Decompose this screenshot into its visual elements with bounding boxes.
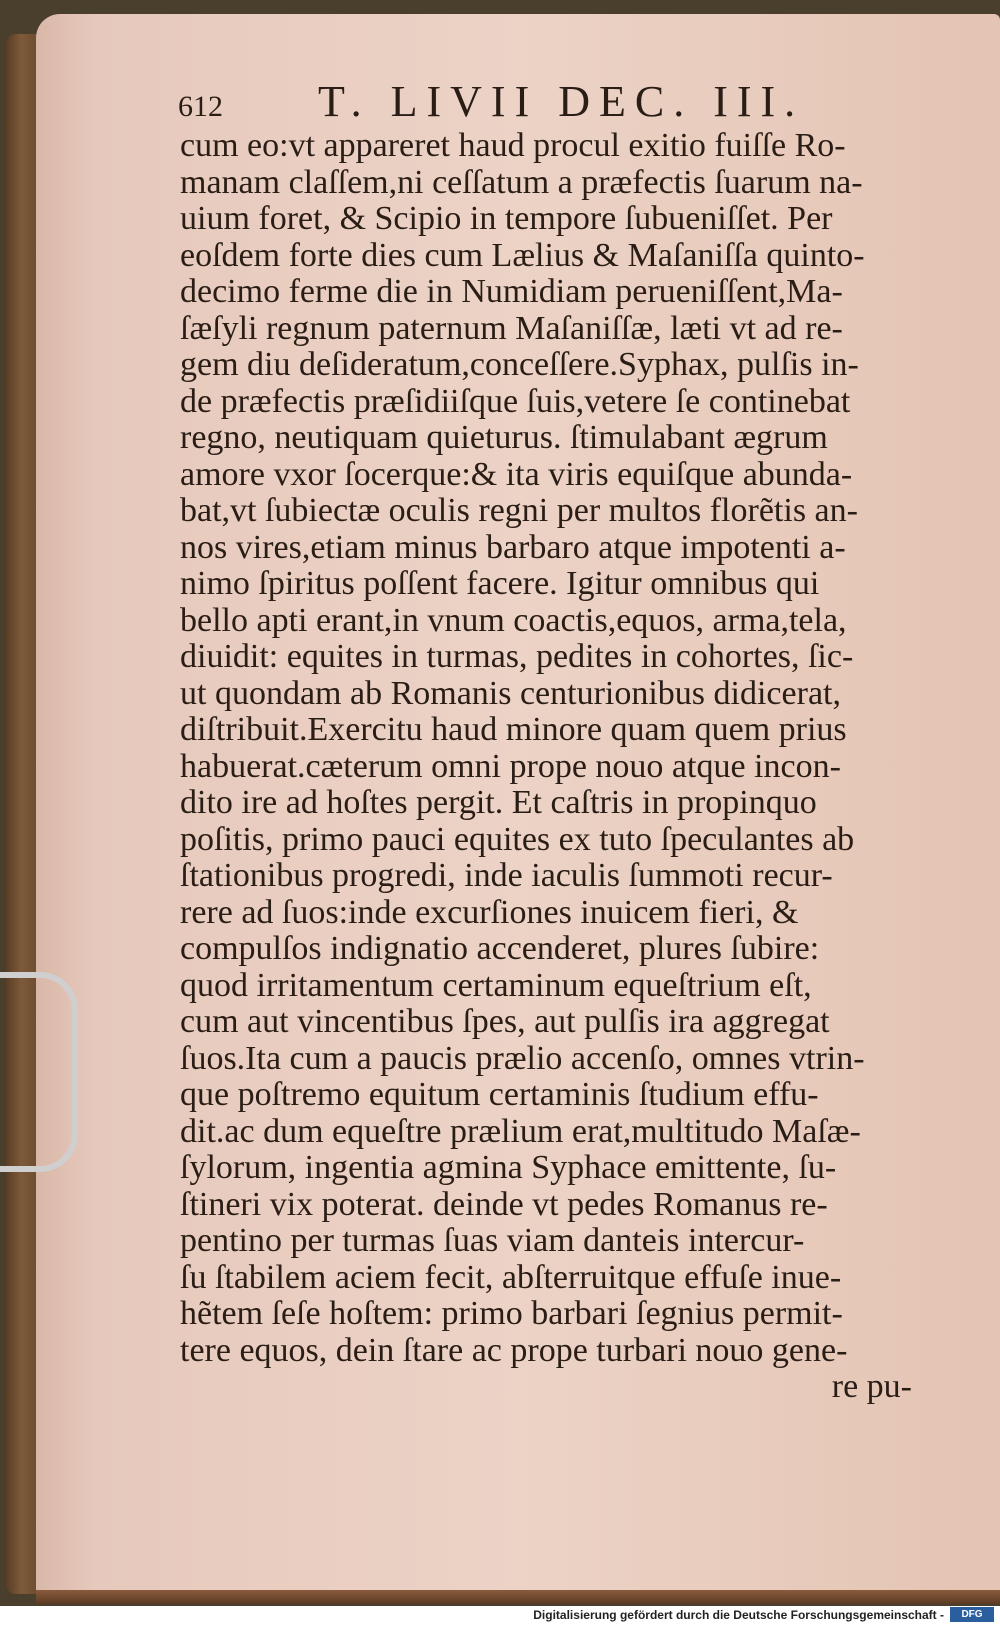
footer-credit: Digitalisierung gefördert durch die Deutsche Forschungsgemeinschaft - bbox=[533, 1608, 944, 1622]
text-line: ſtationibus progredi, inde iaculis ſummoti recur- bbox=[180, 857, 833, 894]
text-line: diſtribuit.Exercitu haud minore quam quem prius bbox=[180, 711, 847, 748]
text-line: pentino per turmas ſuas viam danteis intercur- bbox=[180, 1222, 805, 1259]
text-line: manam claſſem,ni ceſſatum a præfectis ſuarum na- bbox=[180, 163, 863, 201]
book-fore-edge bbox=[6, 34, 40, 1594]
text-line: nos vires,etiam minus barbaro atque impotenti a- bbox=[180, 528, 846, 566]
text-line: dit.ac dum equeſtre prælium erat,multitudo Maſæ- bbox=[180, 1112, 861, 1150]
dfg-logo: DFG bbox=[950, 1607, 994, 1622]
text-line: regno, neutiquam quieturus. ſtimulabant ægrum bbox=[180, 419, 828, 456]
text-line: ſuos.Ita cum a paucis prælio accenſo, omnes vtrin- bbox=[180, 1039, 865, 1077]
text-line: bello apti erant,in vnum coactis,equos, arma,tela, bbox=[180, 601, 847, 639]
text-line: rere ad ſuos:inde excurſiones inuicem fieri, & bbox=[180, 893, 799, 931]
text-line: ut quondam ab Romanis centurionibus didicerat, bbox=[180, 674, 841, 712]
text-line: ſtineri vix poterat. deinde vt pedes Romanus re- bbox=[180, 1185, 828, 1223]
running-head: T. LIVII DEC. III. bbox=[318, 77, 805, 126]
text-line: decimo ferme die in Numidiam perueniſſent,Ma- bbox=[180, 273, 843, 310]
page-bottom-edge bbox=[36, 1590, 1000, 1604]
text-line: hẽtem ſeſe hoſtem: primo barbari ſegnius permit- bbox=[180, 1295, 843, 1332]
text-line: que poſtremo equitum certaminis ſtudium effu- bbox=[180, 1076, 819, 1113]
page-clip bbox=[0, 972, 78, 1172]
page-header bbox=[178, 77, 978, 130]
footer-bar bbox=[0, 1606, 1000, 1625]
text-line: gem diu deſideratum,conceſſere.Syphax, pulſis in- bbox=[180, 346, 859, 383]
text-line: tere equos, dein ſtare ac prope turbari nouo gene- bbox=[180, 1331, 848, 1369]
text-line: bat,vt ſubiectæ oculis regni per multos florẽtis an- bbox=[180, 492, 858, 529]
text-line: ſæſyli regnum paternum Maſaniſſæ, læti vt ad re- bbox=[180, 309, 843, 347]
catchword: re pu- bbox=[831, 1368, 912, 1405]
body-text bbox=[180, 128, 940, 1406]
text-line: dito ire ad hoſtes pergit. Et caſtris in propinquo bbox=[180, 784, 817, 821]
text-line: poſitis, primo pauci equites ex tuto ſpeculantes ab bbox=[180, 820, 855, 858]
text-line: cum eo:vt appareret haud procul exitio fuiſſe Ro- bbox=[180, 127, 846, 164]
text-line: amore vxor ſocerque:& ita viris equiſque abunda- bbox=[180, 455, 853, 493]
page-number: 612 bbox=[178, 90, 223, 123]
text-line: ſylorum, ingentia agmina Syphace emittente, ſu- bbox=[180, 1149, 837, 1186]
text-line: quod irritamentum certaminum equeſtrium eſt, bbox=[180, 966, 812, 1004]
text-line: habuerat.cæterum omni prope nouo atque incon- bbox=[180, 747, 841, 785]
text-line: diuidit: equites in turmas, pedites in cohortes, ſic- bbox=[180, 638, 854, 675]
text-line: uium foret, & Scipio in tempore ſubueniſſet. Per bbox=[180, 200, 833, 237]
text-line: nimo ſpiritus poſſent facere. Igitur omnibus qui bbox=[180, 565, 820, 602]
text-line: cum aut vincentibus ſpes, aut pulſis ira aggregat bbox=[180, 1003, 830, 1040]
text-line: compulſos indignatio accenderet, plures ſubire: bbox=[180, 930, 820, 967]
text-line: de præfectis præſidiiſque ſuis,vetere ſe continebat bbox=[180, 382, 851, 420]
text-line: ſu ſtabilem aciem fecit, abſterruitque effuſe inue- bbox=[180, 1258, 842, 1296]
text-line: eoſdem forte dies cum Lælius & Maſaniſſa quinto- bbox=[180, 236, 865, 274]
